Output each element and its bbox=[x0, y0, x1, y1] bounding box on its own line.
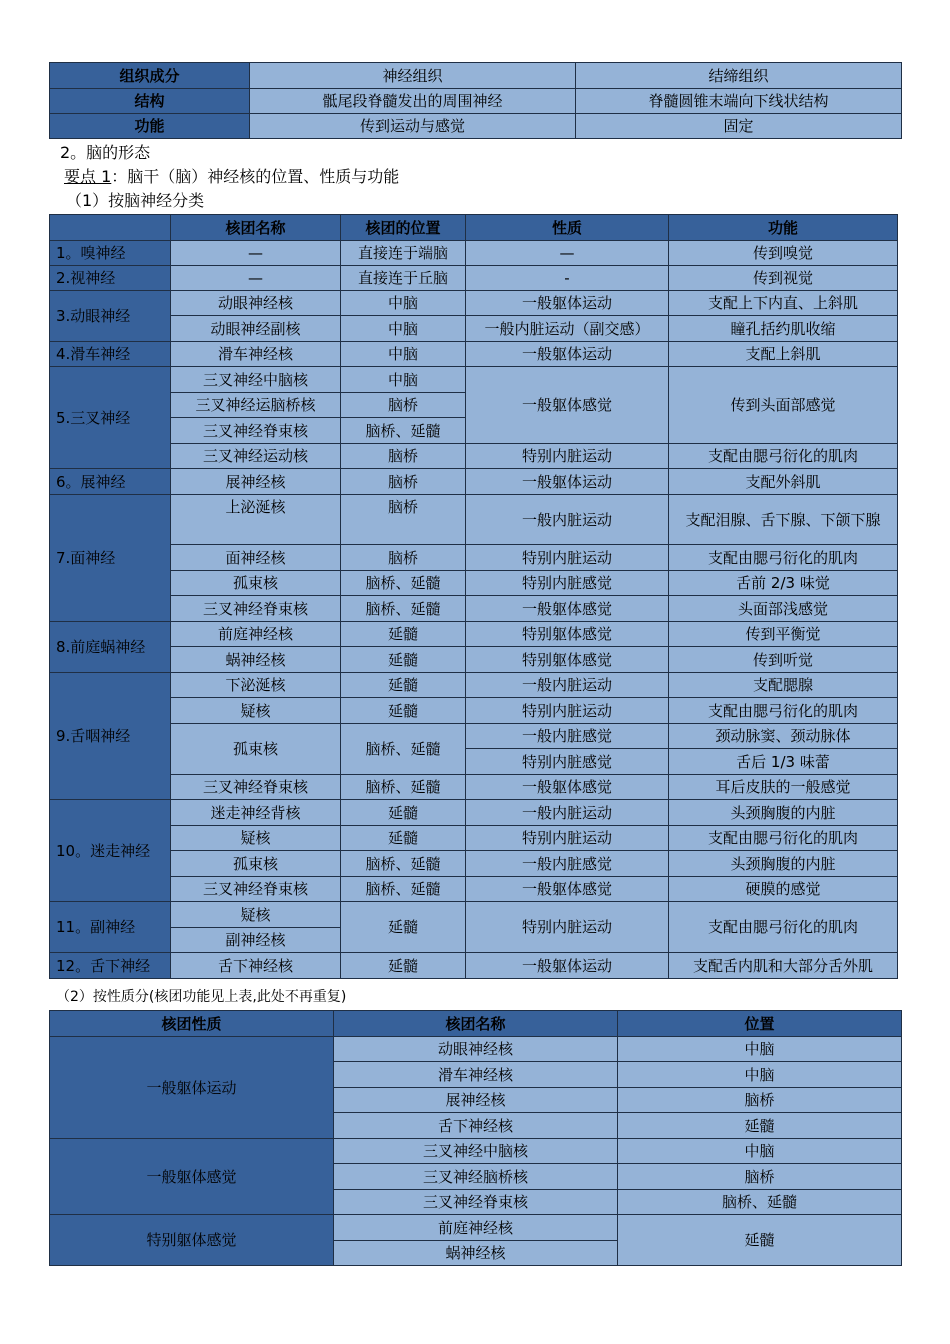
cell: 脑桥 bbox=[618, 1088, 902, 1113]
cell: 特别内脏运动 bbox=[466, 444, 669, 469]
cell: 支配上斜肌 bbox=[669, 342, 898, 367]
key-point-label: 要点 1 bbox=[64, 167, 112, 186]
subheading-by-property: （2）按性质分(核团功能见上表,此处不再重复) bbox=[56, 989, 347, 1005]
cell: 疑核 bbox=[171, 698, 341, 724]
structure-table bbox=[49, 62, 902, 139]
cell: 三叉神经脑桥核 bbox=[334, 1164, 618, 1190]
cell: 瞳孔括约肌收缩 bbox=[669, 316, 898, 342]
cell: 中脑 bbox=[341, 367, 466, 393]
cell: 脊髓圆锥末端向下线状结构 bbox=[576, 89, 902, 114]
cell: 支配由腮弓衍化的肌肉 bbox=[669, 444, 898, 469]
nerve-label: 1。嗅神经 bbox=[50, 241, 171, 266]
cell: 直接连于丘脑 bbox=[341, 266, 466, 291]
cell: 耳后皮肤的一般感觉 bbox=[669, 775, 898, 800]
cell: 固定 bbox=[576, 114, 902, 139]
cell: 延髓 bbox=[341, 622, 466, 647]
cell: 脑桥 bbox=[618, 1164, 902, 1190]
nerve-label: 12。舌下神经 bbox=[50, 953, 171, 979]
cell: 脑桥 bbox=[341, 469, 466, 495]
cell: 一般躯体运动 bbox=[466, 342, 669, 367]
cell: 传到头面部感觉 bbox=[669, 367, 898, 444]
cell: 三叉神经脊束核 bbox=[171, 775, 341, 800]
section-heading: 2。脑的形态 bbox=[60, 143, 151, 162]
cell: 支配泪腺、舌下腺、下颌下腺 bbox=[669, 495, 898, 545]
cell: 滑车神经核 bbox=[171, 342, 341, 367]
cell: 副神经核 bbox=[171, 928, 341, 953]
header-cell: 位置 bbox=[618, 1011, 902, 1037]
cell: 一般内脏运动（副交感） bbox=[466, 316, 669, 342]
cell: 支配由腮弓衍化的肌肉 bbox=[669, 826, 898, 851]
cell: 下泌涎核 bbox=[171, 673, 341, 698]
cell: 支配由腮弓衍化的肌肉 bbox=[669, 545, 898, 571]
cell: 延髓 bbox=[618, 1215, 902, 1266]
cell: 一般内脏感觉 bbox=[466, 851, 669, 877]
cell: 脑桥、延髓 bbox=[341, 571, 466, 596]
cell: 脑桥、延髓 bbox=[341, 851, 466, 877]
cell: 一般躯体感觉 bbox=[466, 596, 669, 622]
cell: 一般躯体感觉 bbox=[466, 877, 669, 902]
cell: 直接连于端脑 bbox=[341, 241, 466, 266]
cell: 中脑 bbox=[618, 1062, 902, 1088]
cell: 头面部浅感觉 bbox=[669, 596, 898, 622]
row-label: 功能 bbox=[50, 114, 250, 139]
header-cell: 核团名称 bbox=[334, 1011, 618, 1037]
cell: 延髓 bbox=[341, 647, 466, 673]
cell: — bbox=[171, 266, 341, 291]
group-label: 一般躯体运动 bbox=[50, 1037, 334, 1139]
group-label: 一般躯体感觉 bbox=[50, 1139, 334, 1215]
header-cell: 核团的位置 bbox=[341, 215, 466, 241]
cell: 一般躯体运动 bbox=[466, 953, 669, 979]
cell: 特别内脏感觉 bbox=[466, 749, 669, 775]
cell: 传到听觉 bbox=[669, 647, 898, 673]
cell: 特别躯体感觉 bbox=[466, 647, 669, 673]
nucleus-property-table bbox=[49, 1010, 902, 1266]
cell: 一般内脏运动 bbox=[466, 673, 669, 698]
cell: 一般躯体感觉 bbox=[466, 367, 669, 444]
cell: 动眼神经核 bbox=[171, 291, 341, 316]
cell: 孤束核 bbox=[171, 724, 341, 775]
cell: 脑桥、延髓 bbox=[618, 1190, 902, 1215]
cell: 三叉神经脊束核 bbox=[334, 1190, 618, 1215]
cell: 舌前 2/3 味觉 bbox=[669, 571, 898, 596]
cell: 延髓 bbox=[341, 673, 466, 698]
cell: 脑桥 bbox=[341, 545, 466, 571]
subheading-by-nerve: （1）按脑神经分类 bbox=[66, 191, 205, 210]
key-point bbox=[64, 167, 399, 187]
cell: 延髓 bbox=[341, 902, 466, 953]
nerve-label: 3.动眼神经 bbox=[50, 291, 171, 342]
cell: 脑桥 bbox=[341, 495, 466, 545]
cell: 一般内脏运动 bbox=[466, 800, 669, 826]
cranial-nerve-table bbox=[49, 214, 898, 979]
cell: 头颈胸腹的内脏 bbox=[669, 800, 898, 826]
cell: 结缔组织 bbox=[576, 63, 902, 89]
header-cell: 核团性质 bbox=[50, 1011, 334, 1037]
cell: 特别内脏运动 bbox=[466, 545, 669, 571]
cell: 面神经核 bbox=[171, 545, 341, 571]
cell: 传到嗅觉 bbox=[669, 241, 898, 266]
cell: 三叉神经运动核 bbox=[171, 444, 341, 469]
cell: - bbox=[466, 266, 669, 291]
header-cell bbox=[50, 215, 171, 241]
cell: 特别内脏运动 bbox=[466, 698, 669, 724]
cell: 孤束核 bbox=[171, 571, 341, 596]
cell: 中脑 bbox=[341, 316, 466, 342]
cell: 脑桥 bbox=[341, 393, 466, 418]
cell: 蜗神经核 bbox=[171, 647, 341, 673]
group-label: 特别躯体感觉 bbox=[50, 1215, 334, 1266]
cell: 延髓 bbox=[341, 953, 466, 979]
cell: 前庭神经核 bbox=[171, 622, 341, 647]
nerve-label: 2.视神经 bbox=[50, 266, 171, 291]
cell: 一般内脏感觉 bbox=[466, 724, 669, 749]
cell: 脑桥、延髓 bbox=[341, 596, 466, 622]
cell: 脑桥、延髓 bbox=[341, 724, 466, 775]
nerve-label: 5.三叉神经 bbox=[50, 367, 171, 469]
cell: 一般躯体感觉 bbox=[466, 775, 669, 800]
cell: 三叉神经中脑核 bbox=[334, 1139, 618, 1164]
cell: 支配舌内肌和大部分舌外肌 bbox=[669, 953, 898, 979]
key-point-text: ：脑干（脑）神经核的位置、性质与功能 bbox=[111, 167, 400, 186]
cell: 上泌涎核 bbox=[171, 495, 341, 545]
cell: 动眼神经副核 bbox=[171, 316, 341, 342]
cell: 颈动脉窦、颈动脉体 bbox=[669, 724, 898, 749]
cell: 特别内脏运动 bbox=[466, 902, 669, 953]
cell: — bbox=[171, 241, 341, 266]
cell: 脑桥 bbox=[341, 444, 466, 469]
cell: 神经组织 bbox=[250, 63, 576, 89]
cell: 支配腮腺 bbox=[669, 673, 898, 698]
cell: 三叉神经脊束核 bbox=[171, 877, 341, 902]
cell: 延髓 bbox=[341, 800, 466, 826]
nerve-label: 11。副神经 bbox=[50, 902, 171, 953]
header-cell: 核团名称 bbox=[171, 215, 341, 241]
cell: 孤束核 bbox=[171, 851, 341, 877]
cell: 支配由腮弓衍化的肌肉 bbox=[669, 698, 898, 724]
cell: 三叉神经脊束核 bbox=[171, 418, 341, 444]
cell: 硬膜的感觉 bbox=[669, 877, 898, 902]
cell: 前庭神经核 bbox=[334, 1215, 618, 1241]
cell: 舌下神经核 bbox=[334, 1113, 618, 1139]
cell: 中脑 bbox=[341, 291, 466, 316]
row-label: 组织成分 bbox=[50, 63, 250, 89]
cell: — bbox=[466, 241, 669, 266]
cell: 一般躯体运动 bbox=[466, 291, 669, 316]
cell: 中脑 bbox=[341, 342, 466, 367]
cell: 迷走神经背核 bbox=[171, 800, 341, 826]
nerve-label: 10。迷走神经 bbox=[50, 800, 171, 902]
cell: 舌后 1/3 味蕾 bbox=[669, 749, 898, 775]
cell: 中脑 bbox=[618, 1139, 902, 1164]
cell: 脑桥、延髓 bbox=[341, 775, 466, 800]
cell: 疑核 bbox=[171, 902, 341, 928]
cell: 延髓 bbox=[341, 826, 466, 851]
nerve-label: 6。展神经 bbox=[50, 469, 171, 495]
cell: 舌下神经核 bbox=[171, 953, 341, 979]
cell: 滑车神经核 bbox=[334, 1062, 618, 1088]
cell: 三叉神经运脑桥核 bbox=[171, 393, 341, 418]
header-cell: 功能 bbox=[669, 215, 898, 241]
cell: 特别内脏感觉 bbox=[466, 571, 669, 596]
cell: 支配外斜肌 bbox=[669, 469, 898, 495]
cell: 一般内脏运动 bbox=[466, 495, 669, 545]
nerve-label: 7.面神经 bbox=[50, 495, 171, 622]
cell: 一般躯体运动 bbox=[466, 469, 669, 495]
cell: 脑桥、延髓 bbox=[341, 877, 466, 902]
cell: 延髓 bbox=[341, 698, 466, 724]
cell: 支配上下内直、上斜肌 bbox=[669, 291, 898, 316]
cell: 特别内脏运动 bbox=[466, 826, 669, 851]
cell: 疑核 bbox=[171, 826, 341, 851]
cell: 三叉神经中脑核 bbox=[171, 367, 341, 393]
cell: 动眼神经核 bbox=[334, 1037, 618, 1062]
cell: 传到平衡觉 bbox=[669, 622, 898, 647]
cell: 脑桥、延髓 bbox=[341, 418, 466, 444]
cell: 骶尾段脊髓发出的周围神经 bbox=[250, 89, 576, 114]
cell: 延髓 bbox=[618, 1113, 902, 1139]
cell: 展神经核 bbox=[171, 469, 341, 495]
nerve-label: 9.舌咽神经 bbox=[50, 673, 171, 800]
nerve-label: 4.滑车神经 bbox=[50, 342, 171, 367]
cell: 中脑 bbox=[618, 1037, 902, 1062]
cell: 三叉神经脊束核 bbox=[171, 596, 341, 622]
cell: 支配由腮弓衍化的肌肉 bbox=[669, 902, 898, 953]
cell: 展神经核 bbox=[334, 1088, 618, 1113]
nerve-label: 8.前庭蜗神经 bbox=[50, 622, 171, 673]
cell: 蜗神经核 bbox=[334, 1241, 618, 1266]
cell: 头颈胸腹的内脏 bbox=[669, 851, 898, 877]
cell: 传到视觉 bbox=[669, 266, 898, 291]
cell: 特别躯体感觉 bbox=[466, 622, 669, 647]
cell: 传到运动与感觉 bbox=[250, 114, 576, 139]
row-label: 结构 bbox=[50, 89, 250, 114]
header-cell: 性质 bbox=[466, 215, 669, 241]
